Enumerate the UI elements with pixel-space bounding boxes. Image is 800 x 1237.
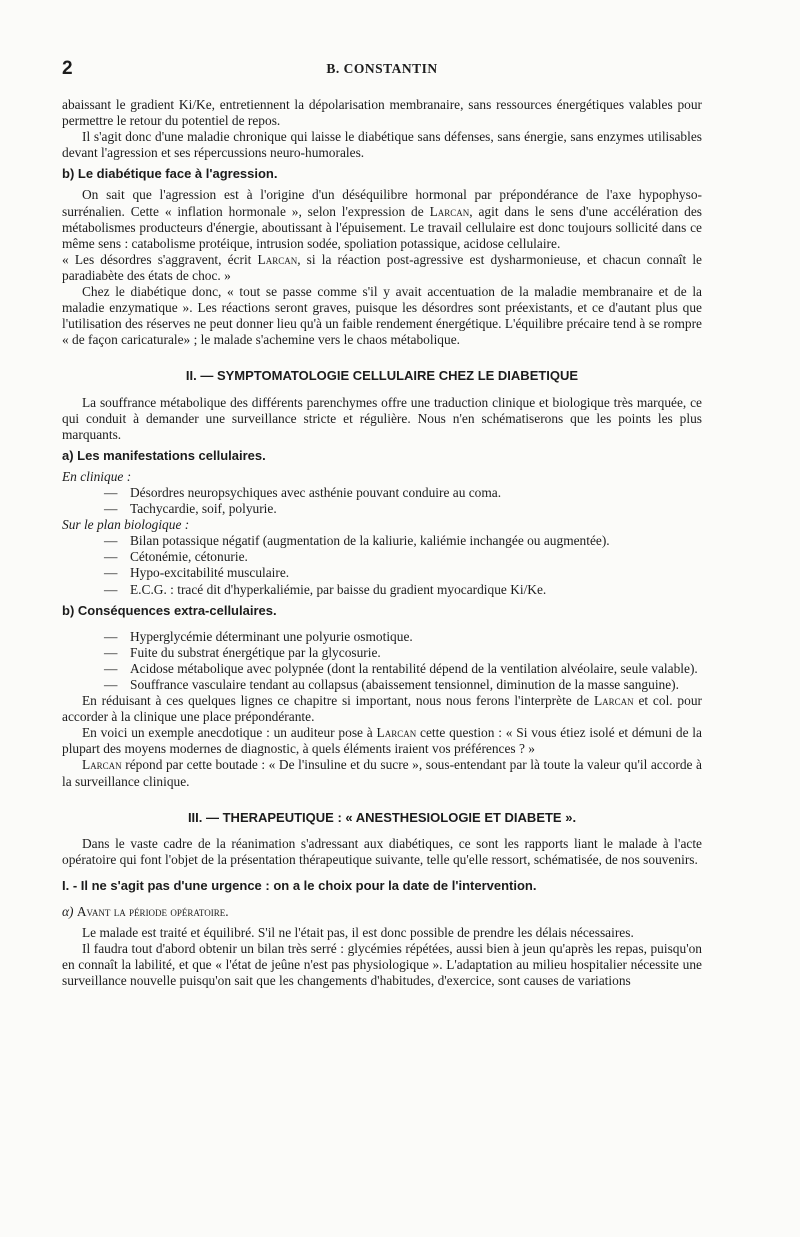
list-item: — Tachycardie, soif, polyurie. <box>104 501 277 517</box>
paragraph: Il s'agit donc d'une maladie chronique qui laisse le diabétique sans défenses, sans énergie, sans enzymes utilisables devant l'agression et ses répercussions neuro-humorales. <box>62 129 702 161</box>
paragraph: La souffrance métabolique des différents parenchymes offre une traduction clinique et biologique très marquée, ce qui conduit à demander une surveillance stricte et régulière. Nous n'en schématiserons que les points les plus marquants. <box>62 394 702 442</box>
paragraph: abaissant le gradient Ki/Ke, entretiennent la dépolarisation membranaire, sans ressources énergétiques valables pour permettre le retour du potentiel de repos. <box>62 97 702 129</box>
body-text <box>62 97 702 990</box>
list-item: — Désordres neuropsychiques avec asthénie pouvant conduire au coma. <box>104 484 502 500</box>
paragraph: Larcan répond par cette boutade : « De l'insuline et du sucre », sous-entendant par là toute la valeur qu'il accorde à la surveillance clinique. <box>62 757 702 789</box>
paragraph: Chez le diabétique donc, « tout se passe comme s'il y avait accentuation de la maladie membranaire et de la maladie enzymatique ». Les réactions seront graves, puisque les désordres sont préexistants, et ce d'autant plus que l'utilisation des réserves ne peut donner lieu qu'à un faible rendement énergétique. L'équilibre précaire tend à se rompre « de façon caricaturale» ; le malade s'achemine vers le chaos métabolique. <box>62 284 702 348</box>
author-name: Larcan <box>593 693 634 709</box>
paragraph: Le malade est traité et équilibré. S'il ne l'était pas, il est donc possible de prendre les délais nécessaires. <box>82 925 634 941</box>
page-number: 2 <box>62 58 73 79</box>
roman-heading: α) Avant la période opératoire. <box>62 904 229 920</box>
paragraph: Il faudra tout d'abord obtenir un bilan très serré : glycémies répétées, aussi bien à jeun qu'après les repas, puisqu'on en connaît la labilité, et que « l'état de jeûne n'est pas physiologique ». L'adaptation au milieu hospitalier nécessite une surveillance nouvelle puisqu'on sait que les changements d'habitudes, d'exercice, sont causes de variations <box>62 941 702 989</box>
italic-heading: Sur le plan biologique : <box>62 517 190 533</box>
list-item: — Bilan potassique négatif (augmentation de la kaliurie, kaliémie inchangée ou augmentée). <box>104 533 610 549</box>
section-heading: II. — SYMPTOMATOLOGIE CELLULAIRE CHEZ LE DIABETIQUE <box>185 368 579 384</box>
running-head: B. CONSTANTIN <box>326 61 438 76</box>
author-name: Larcan <box>82 757 122 773</box>
italic-heading: En clinique : <box>62 468 132 484</box>
page-header <box>62 58 702 80</box>
subsection-heading: b) Conséquences extra-cellulaires. <box>62 602 277 618</box>
subsection-heading: a) Les manifestations cellulaires. <box>62 447 266 463</box>
paragraph: En voici un exemple anecdotique : un auditeur pose à Larcan cette question : « Si vous étiez isolé et démuni de la plupart des moyens modernes de diagnostic, à quels éléments iraient vos préférences ? » <box>62 725 702 757</box>
list-item: — Hyperglycémie déterminant une polyurie osmotique. <box>104 628 413 644</box>
list-item: — Souffrance vasculaire tendant au collapsus (abaissement tensionnel, diminution de la masse sanguine). <box>104 677 679 692</box>
list-item: — Hypo-excitabilité musculaire. <box>104 565 290 581</box>
subsection-heading: b) Le diabétique face à l'agression. <box>62 166 278 182</box>
list-item: — Fuite du substrat énergétique par la glycosurie. <box>104 644 381 660</box>
list-item: — E.C.G. : tracé dit d'hyperkaliémie, par baisse du gradient myocardique Ki/Ke. <box>104 581 547 597</box>
paragraph: Dans le vaste cadre de la réanimation s'adressant aux diabétiques, ce sont les rapports liant le malade à l'acte opératoire qui font l'objet de la présentation thérapeutique suivante, telle qu'elle ressort, schématisée, de nos souvenirs. <box>62 835 702 867</box>
author-name: Larcan <box>429 203 470 219</box>
list-item: — Cétonémie, cétonurie. <box>104 549 248 565</box>
list-item: — Acidose métabolique avec polypnée (dont la rentabilité dépend de la ventilation alvéolaire, seule valable). <box>104 660 698 676</box>
author-name: Larcan <box>376 725 417 741</box>
paragraph: En réduisant à ces quelques lignes ce chapitre si important, nous nous ferons l'interprète de Larcan et col. pour accorder à la clinique une place prépondérante. <box>62 693 702 725</box>
subsection-heading: I. - Il ne s'agit pas d'une urgence : on a le choix pour la date de l'intervention. <box>62 877 537 893</box>
paragraph: On sait que l'agression est à l'origine d'un déséquilibre hormonal par prépondérance de l'axe hypophyso-surrénalien. Cette « inflation hormonale », selon l'expression de Larcan, agit dans le sens d'une accélération des métabolismes producteurs d'énergie, aboutissant à l'épuisement. Le travail cellulaire est donc toujours sollicité dans ce même sens : catabolisme protéique, intrusion sodée, spoliation potassique, acidose cellulaire. <box>62 187 702 251</box>
section-heading: III. — THERAPEUTIQUE : « ANESTHESIOLOGIE ET DIABETE ». <box>187 809 577 825</box>
paragraph: « Les désordres s'aggravent, écrit Larcan, si la réaction post-agressive est dysharmonieuse, et chacun connaît le paradiabète des états de choc. » <box>62 251 702 283</box>
author-name: Larcan <box>257 251 298 267</box>
